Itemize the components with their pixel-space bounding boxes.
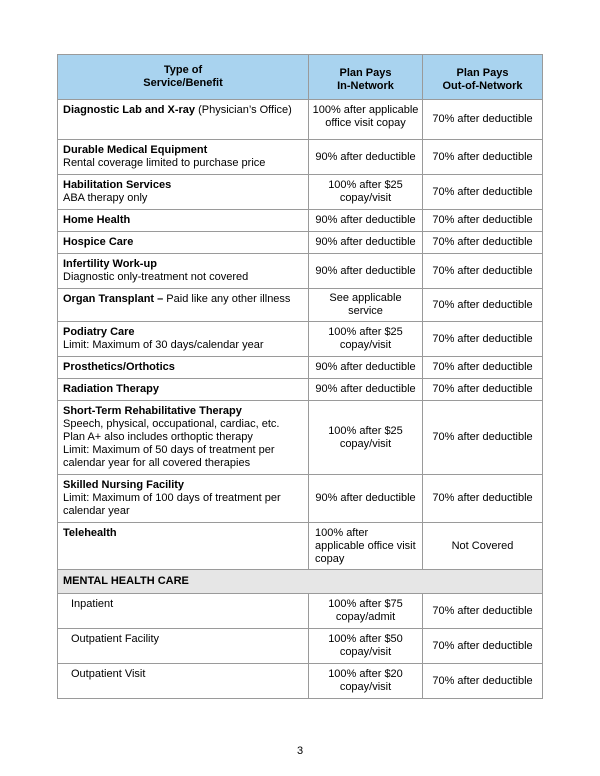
- table-header-row: [58, 55, 543, 100]
- service-note: Plan A+ also includes orthoptic therapy: [63, 431, 253, 443]
- in-network-cell: 100% after $50 copay/visit: [309, 629, 423, 664]
- service-cell: [58, 210, 309, 232]
- service-title: Podiatry Care: [63, 326, 135, 338]
- in-network-cell: 100% after $25 copay/visit: [309, 322, 423, 357]
- service-cell: [58, 254, 309, 289]
- table-row: [58, 100, 543, 140]
- service-note: Diagnostic only-treatment not covered: [63, 271, 249, 283]
- section-row-mental-health: [58, 570, 543, 594]
- in-network-cell: 90% after deductible: [309, 379, 423, 401]
- table-row: [58, 523, 543, 570]
- service-title: Telehealth: [63, 527, 117, 539]
- header-service: [58, 55, 309, 100]
- table-row: [58, 357, 543, 379]
- in-network-cell: 90% after deductible: [309, 140, 423, 175]
- out-network-cell: 70% after deductible: [423, 140, 543, 175]
- table-row: [58, 475, 543, 523]
- table-row: [58, 629, 543, 664]
- service-title: Diagnostic Lab and X-ray: [63, 104, 196, 116]
- out-network-cell: 70% after deductible: [423, 254, 543, 289]
- header-in-network: [309, 55, 423, 100]
- service-title: Durable Medical Equipment: [63, 144, 208, 156]
- service-note: Limit: Maximum of 100 days of treatment per calendar year: [63, 492, 281, 517]
- header-service-line1: Type of: [163, 64, 203, 76]
- service-title: Short-Term Rehabilitative Therapy: [63, 405, 242, 417]
- mental-health-label: Outpatient Facility: [58, 629, 309, 664]
- in-network-cell: See applicable service: [309, 289, 423, 322]
- page-number: 3: [296, 745, 304, 757]
- table-row: [58, 232, 543, 254]
- service-title: Home Health: [63, 214, 131, 226]
- service-cell: [58, 357, 309, 379]
- header-out-network-line1: Plan Pays: [456, 67, 509, 79]
- in-network-cell: 100% after $25 copay/visit: [309, 401, 423, 475]
- out-network-cell: 70% after deductible: [423, 175, 543, 210]
- in-network-cell: 100% after $75 copay/admit: [309, 594, 423, 629]
- service-title-suffix: Paid like any other illness: [163, 293, 291, 305]
- service-title: Hospice Care: [63, 236, 134, 248]
- service-cell: [58, 523, 309, 570]
- service-cell: [58, 401, 309, 475]
- in-network-cell: 90% after deductible: [309, 232, 423, 254]
- service-title: Radiation Therapy: [63, 383, 159, 395]
- header-out-network-line2: Out-of-Network: [442, 80, 523, 92]
- service-title: Prosthetics/Orthotics: [63, 361, 175, 373]
- table-row: [58, 254, 543, 289]
- out-network-cell: 70% after deductible: [423, 322, 543, 357]
- in-network-cell: 100% after applicable office visit copay: [309, 523, 423, 570]
- in-network-cell: 100% after $25 copay/visit: [309, 175, 423, 210]
- out-network-cell: 70% after deductible: [423, 289, 543, 322]
- service-title: Organ Transplant –: [63, 293, 164, 305]
- table-row: [58, 401, 543, 475]
- table-row: [58, 175, 543, 210]
- table-row: [58, 322, 543, 357]
- out-network-cell: 70% after deductible: [423, 210, 543, 232]
- out-network-cell: 70% after deductible: [423, 401, 543, 475]
- service-note: Limit: Maximum of 50 days of treatment per calendar year for all covered therapies: [63, 444, 275, 469]
- out-network-cell: 70% after deductible: [423, 475, 543, 523]
- out-network-cell: Not Covered: [423, 523, 543, 570]
- in-network-cell: 90% after deductible: [309, 254, 423, 289]
- in-network-cell: 100% after applicable office visit copay: [309, 100, 423, 140]
- out-network-cell: 70% after deductible: [423, 357, 543, 379]
- in-network-cell: 90% after deductible: [309, 210, 423, 232]
- out-network-cell: 70% after deductible: [423, 100, 543, 140]
- mental-health-label: Outpatient Visit: [58, 664, 309, 699]
- service-cell: [58, 232, 309, 254]
- benefits-table: [57, 54, 543, 699]
- service-note: ABA therapy only: [63, 192, 148, 204]
- service-note: Speech, physical, occupational, cardiac, etc.: [63, 418, 280, 430]
- table-row: [58, 210, 543, 232]
- service-title: Infertility Work-up: [63, 258, 157, 270]
- service-cell: [58, 140, 309, 175]
- table-row: [58, 379, 543, 401]
- service-title: Habilitation Services: [63, 179, 172, 191]
- header-in-network-line1: Plan Pays: [339, 67, 392, 79]
- service-cell: [58, 379, 309, 401]
- header-service-line2: Service/Benefit: [143, 77, 223, 89]
- in-network-cell: 90% after deductible: [309, 475, 423, 523]
- table-row: [58, 664, 543, 699]
- in-network-cell: 90% after deductible: [309, 357, 423, 379]
- out-network-cell: 70% after deductible: [423, 664, 543, 699]
- service-cell: [58, 100, 309, 140]
- service-title-suffix: (Physician’s Office): [195, 104, 292, 116]
- service-cell: [58, 322, 309, 357]
- table-row: [58, 289, 543, 322]
- header-in-network-line2: In-Network: [337, 80, 394, 92]
- service-cell: [58, 175, 309, 210]
- service-note: Limit: Maximum of 30 days/calendar year: [63, 339, 264, 351]
- section-heading: MENTAL HEALTH CARE: [58, 570, 543, 594]
- service-cell: [58, 475, 309, 523]
- table-row: [58, 594, 543, 629]
- mental-health-label: Inpatient: [58, 594, 309, 629]
- out-network-cell: 70% after deductible: [423, 379, 543, 401]
- service-note: Rental coverage limited to purchase price: [63, 157, 266, 169]
- in-network-cell: 100% after $20 copay/visit: [309, 664, 423, 699]
- out-network-cell: 70% after deductible: [423, 594, 543, 629]
- table-row: [58, 140, 543, 175]
- out-network-cell: 70% after deductible: [423, 629, 543, 664]
- service-cell: [58, 289, 309, 322]
- out-network-cell: 70% after deductible: [423, 232, 543, 254]
- service-title: Skilled Nursing Facility: [63, 479, 185, 491]
- header-out-network: [423, 55, 543, 100]
